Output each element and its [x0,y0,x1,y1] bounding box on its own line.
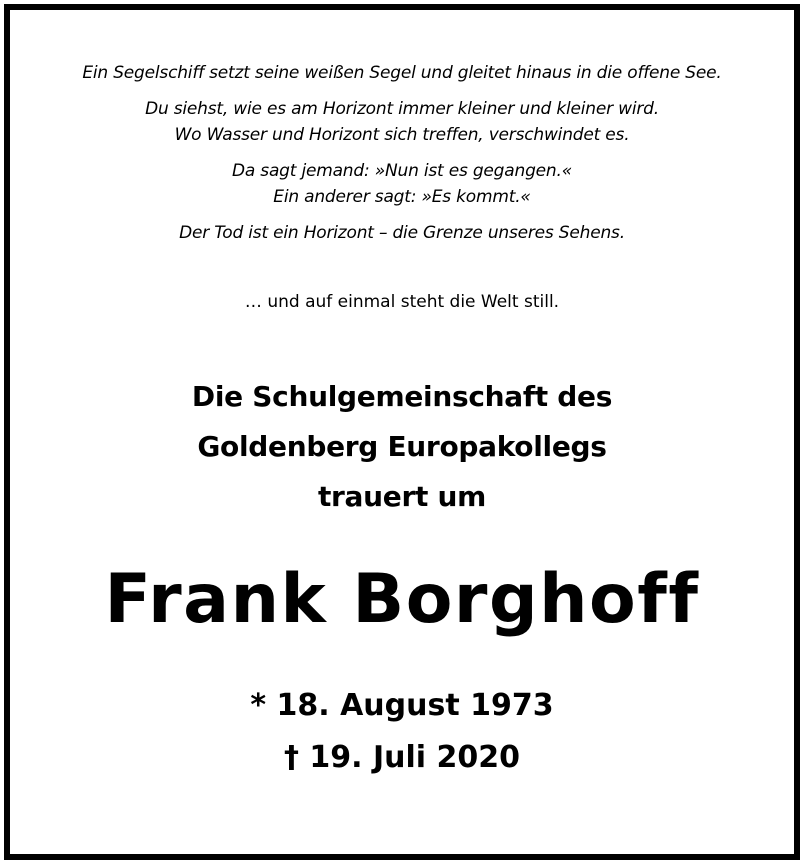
poem-stanza-2 [10,96,794,148]
mourners-statement [10,372,794,522]
poem-line: Da sagt jemand: »Nun ist es gegangen.« [232,161,572,181]
life-dates [10,680,794,784]
poem-stanza-3 [10,158,794,210]
mourners-line: Goldenberg Europakollegs [197,430,607,463]
poem-line: Ein anderer sagt: »Es kommt.« [273,187,531,207]
mourners-line: trauert um [317,480,487,513]
death-date: † 19. Juli 2020 [283,740,521,775]
closing-line: … und auf einmal steht die Welt still. [244,292,560,312]
poem-line: Ein Segelschiff setzt seine weißen Segel und gleitet hinaus in die offene See. [82,63,722,83]
poem-stanza-1 [10,60,794,86]
poem-line: Wo Wasser und Horizont sich treffen, verschwindet es. [174,125,630,145]
poem-line: Der Tod ist ein Horizont – die Grenze unseres Sehens. [179,223,625,243]
poem-stanza-4 [10,220,794,246]
obituary-notice [4,4,800,860]
deceased-name: Frank Borghoff [104,560,700,639]
birth-date: * 18. August 1973 [250,688,554,723]
mourners-line: Die Schulgemeinschaft des [191,380,613,413]
poem-line: Du siehst, wie es am Horizont immer kleiner und kleiner wird. [145,99,659,119]
poem [10,60,794,246]
